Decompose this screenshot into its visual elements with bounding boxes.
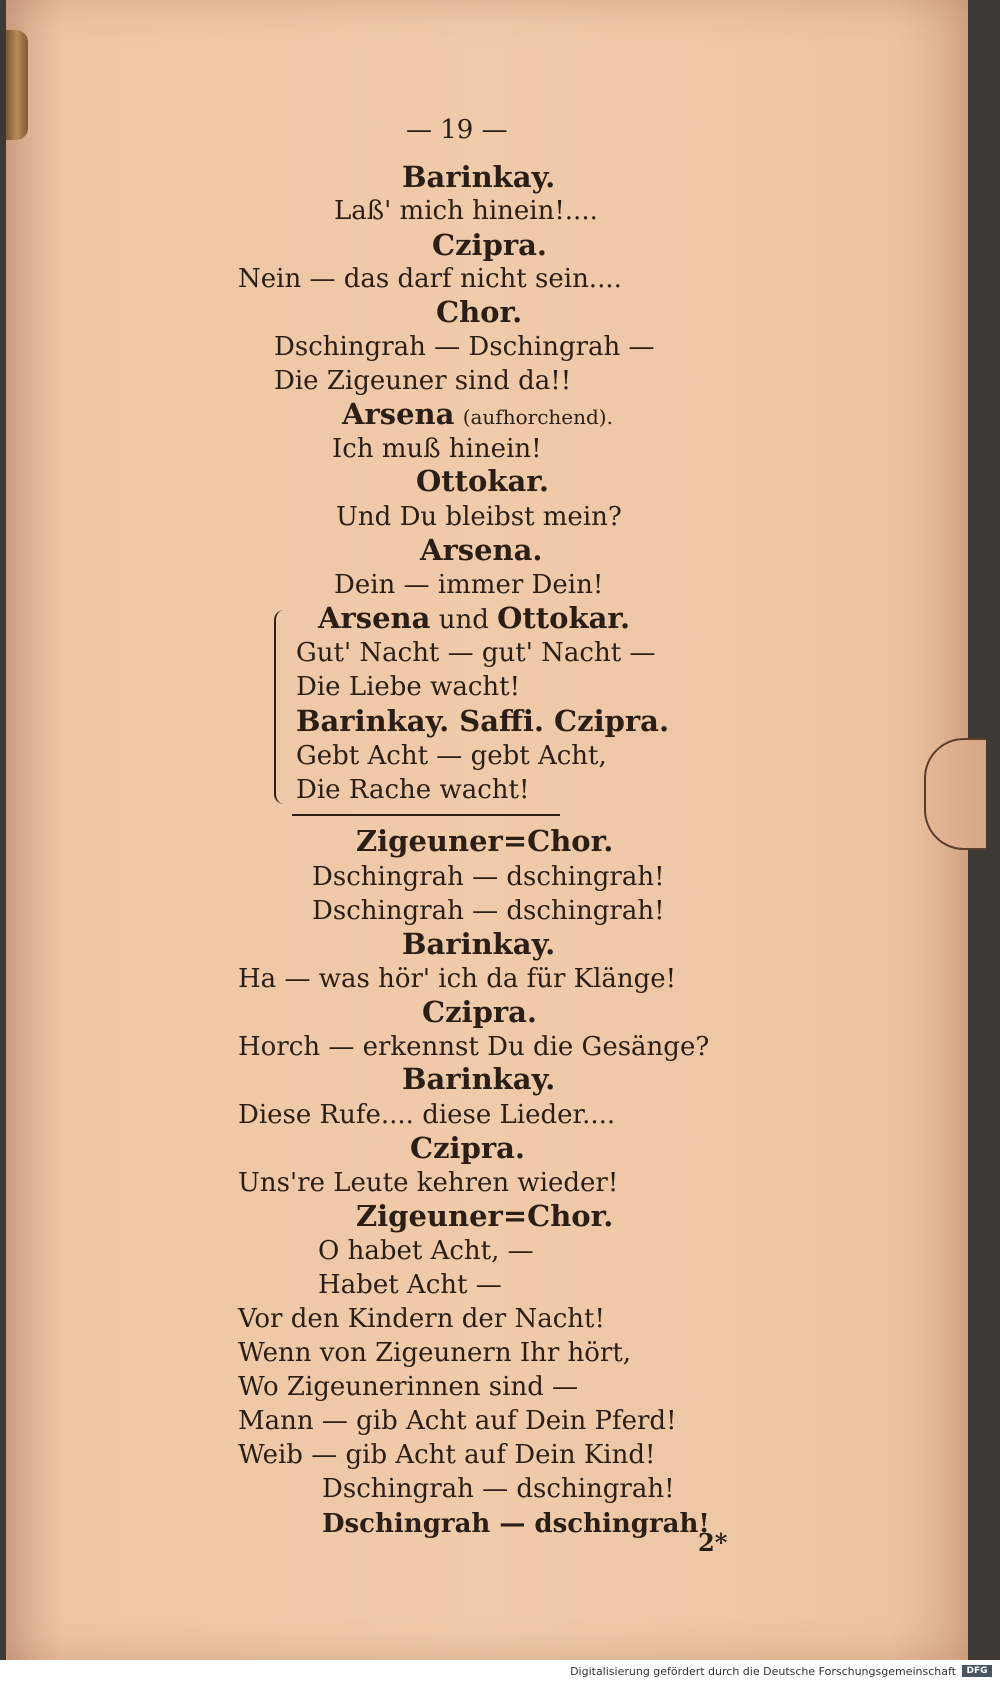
speaker-heading: Barinkay. [402,927,556,961]
verse-line: Dschingrah — dschingrah! [322,1509,710,1539]
speaker-heading: Barinkay. Saffi. Czipra. [296,704,670,738]
verse-line: Uns're Leute kehren wieder! [238,1168,619,1198]
verse-line: Gebt Acht — gebt Acht, [296,741,607,771]
verse-line: Ich muß hinein! [332,434,542,464]
verse-line: Die Rache wacht! [296,775,530,805]
signature-mark: 2* [698,1528,728,1557]
footer-bar [0,1660,1000,1683]
speaker-heading: Czipra. [432,228,548,262]
verse-line: Die Zigeuner sind da!! [274,366,572,396]
speaker-heading: Zigeuner=Chor. [356,1199,614,1233]
dfg-logo: DFG [962,1665,992,1677]
verse-line: Mann — gib Acht auf Dein Pferd! [238,1406,677,1436]
verse-line: Wo Zigeunerinnen sind — [238,1372,579,1402]
speaker-joiner: und [438,605,489,635]
verse-line: Und Du bleibst mein? [336,502,622,532]
verse-line: Dschingrah — dschingrah! [312,896,665,926]
speaker-heading: Chor. [436,295,523,329]
verse-line: Dschingrah — dschingrah! [312,862,665,892]
verse-line: Nein — das darf nicht sein.... [238,264,622,294]
verse-line: Gut' Nacht — gut' Nacht — [296,638,656,668]
speaker-heading: Ottokar. [416,464,549,498]
verse-line: Dein — immer Dein! [334,570,604,600]
speaker-heading: Arsena [318,601,431,635]
speaker-heading: Arsena [342,397,455,431]
verse-line: Ha — was hör' ich da für Klänge! [238,964,677,994]
verse-line: Weib — gib Acht auf Dein Kind! [238,1440,656,1470]
speaker-heading: Czipra. [422,995,538,1029]
stage-direction: (aufhorchend). [462,405,613,429]
speaker-heading: Zigeuner=Chor. [356,824,614,858]
verse-line: Vor den Kindern der Nacht! [238,1304,605,1334]
footer-credit: Digitalisierung gefördert durch die Deutsche Forschungsgemeinschaft [570,1665,956,1678]
section-divider [292,814,560,816]
verse-line: Die Liebe wacht! [296,672,521,702]
speaker-heading: Barinkay. [402,160,556,194]
speaker-heading: Ottokar. [497,601,631,635]
verse-line: Dschingrah — dschingrah! [322,1474,675,1504]
verse-bracket [274,610,288,804]
page-number: — 19 — [406,115,508,145]
book-spine [6,30,28,140]
speaker-heading: Czipra. [410,1131,526,1165]
verse-line: Wenn von Zigeunern Ihr hört, [238,1338,632,1368]
verse-line: Laß' mich hinein!.... [334,196,598,226]
verse-line: Diese Rufe.... diese Lieder.... [238,1100,616,1130]
speaker-heading: Barinkay. [402,1062,556,1096]
speaker-heading: Arsena. [420,533,543,567]
speaker-with-direction [342,399,613,432]
verse-line: Habet Acht — [318,1270,502,1300]
speaker-pair [318,603,630,635]
book-page [6,0,968,1660]
verse-line: Dschingrah — Dschingrah — [274,332,655,362]
page-tab [924,738,986,850]
verse-line: Horch — erkennst Du die Gesänge? [238,1032,710,1062]
verse-line: O habet Acht, — [318,1236,534,1266]
